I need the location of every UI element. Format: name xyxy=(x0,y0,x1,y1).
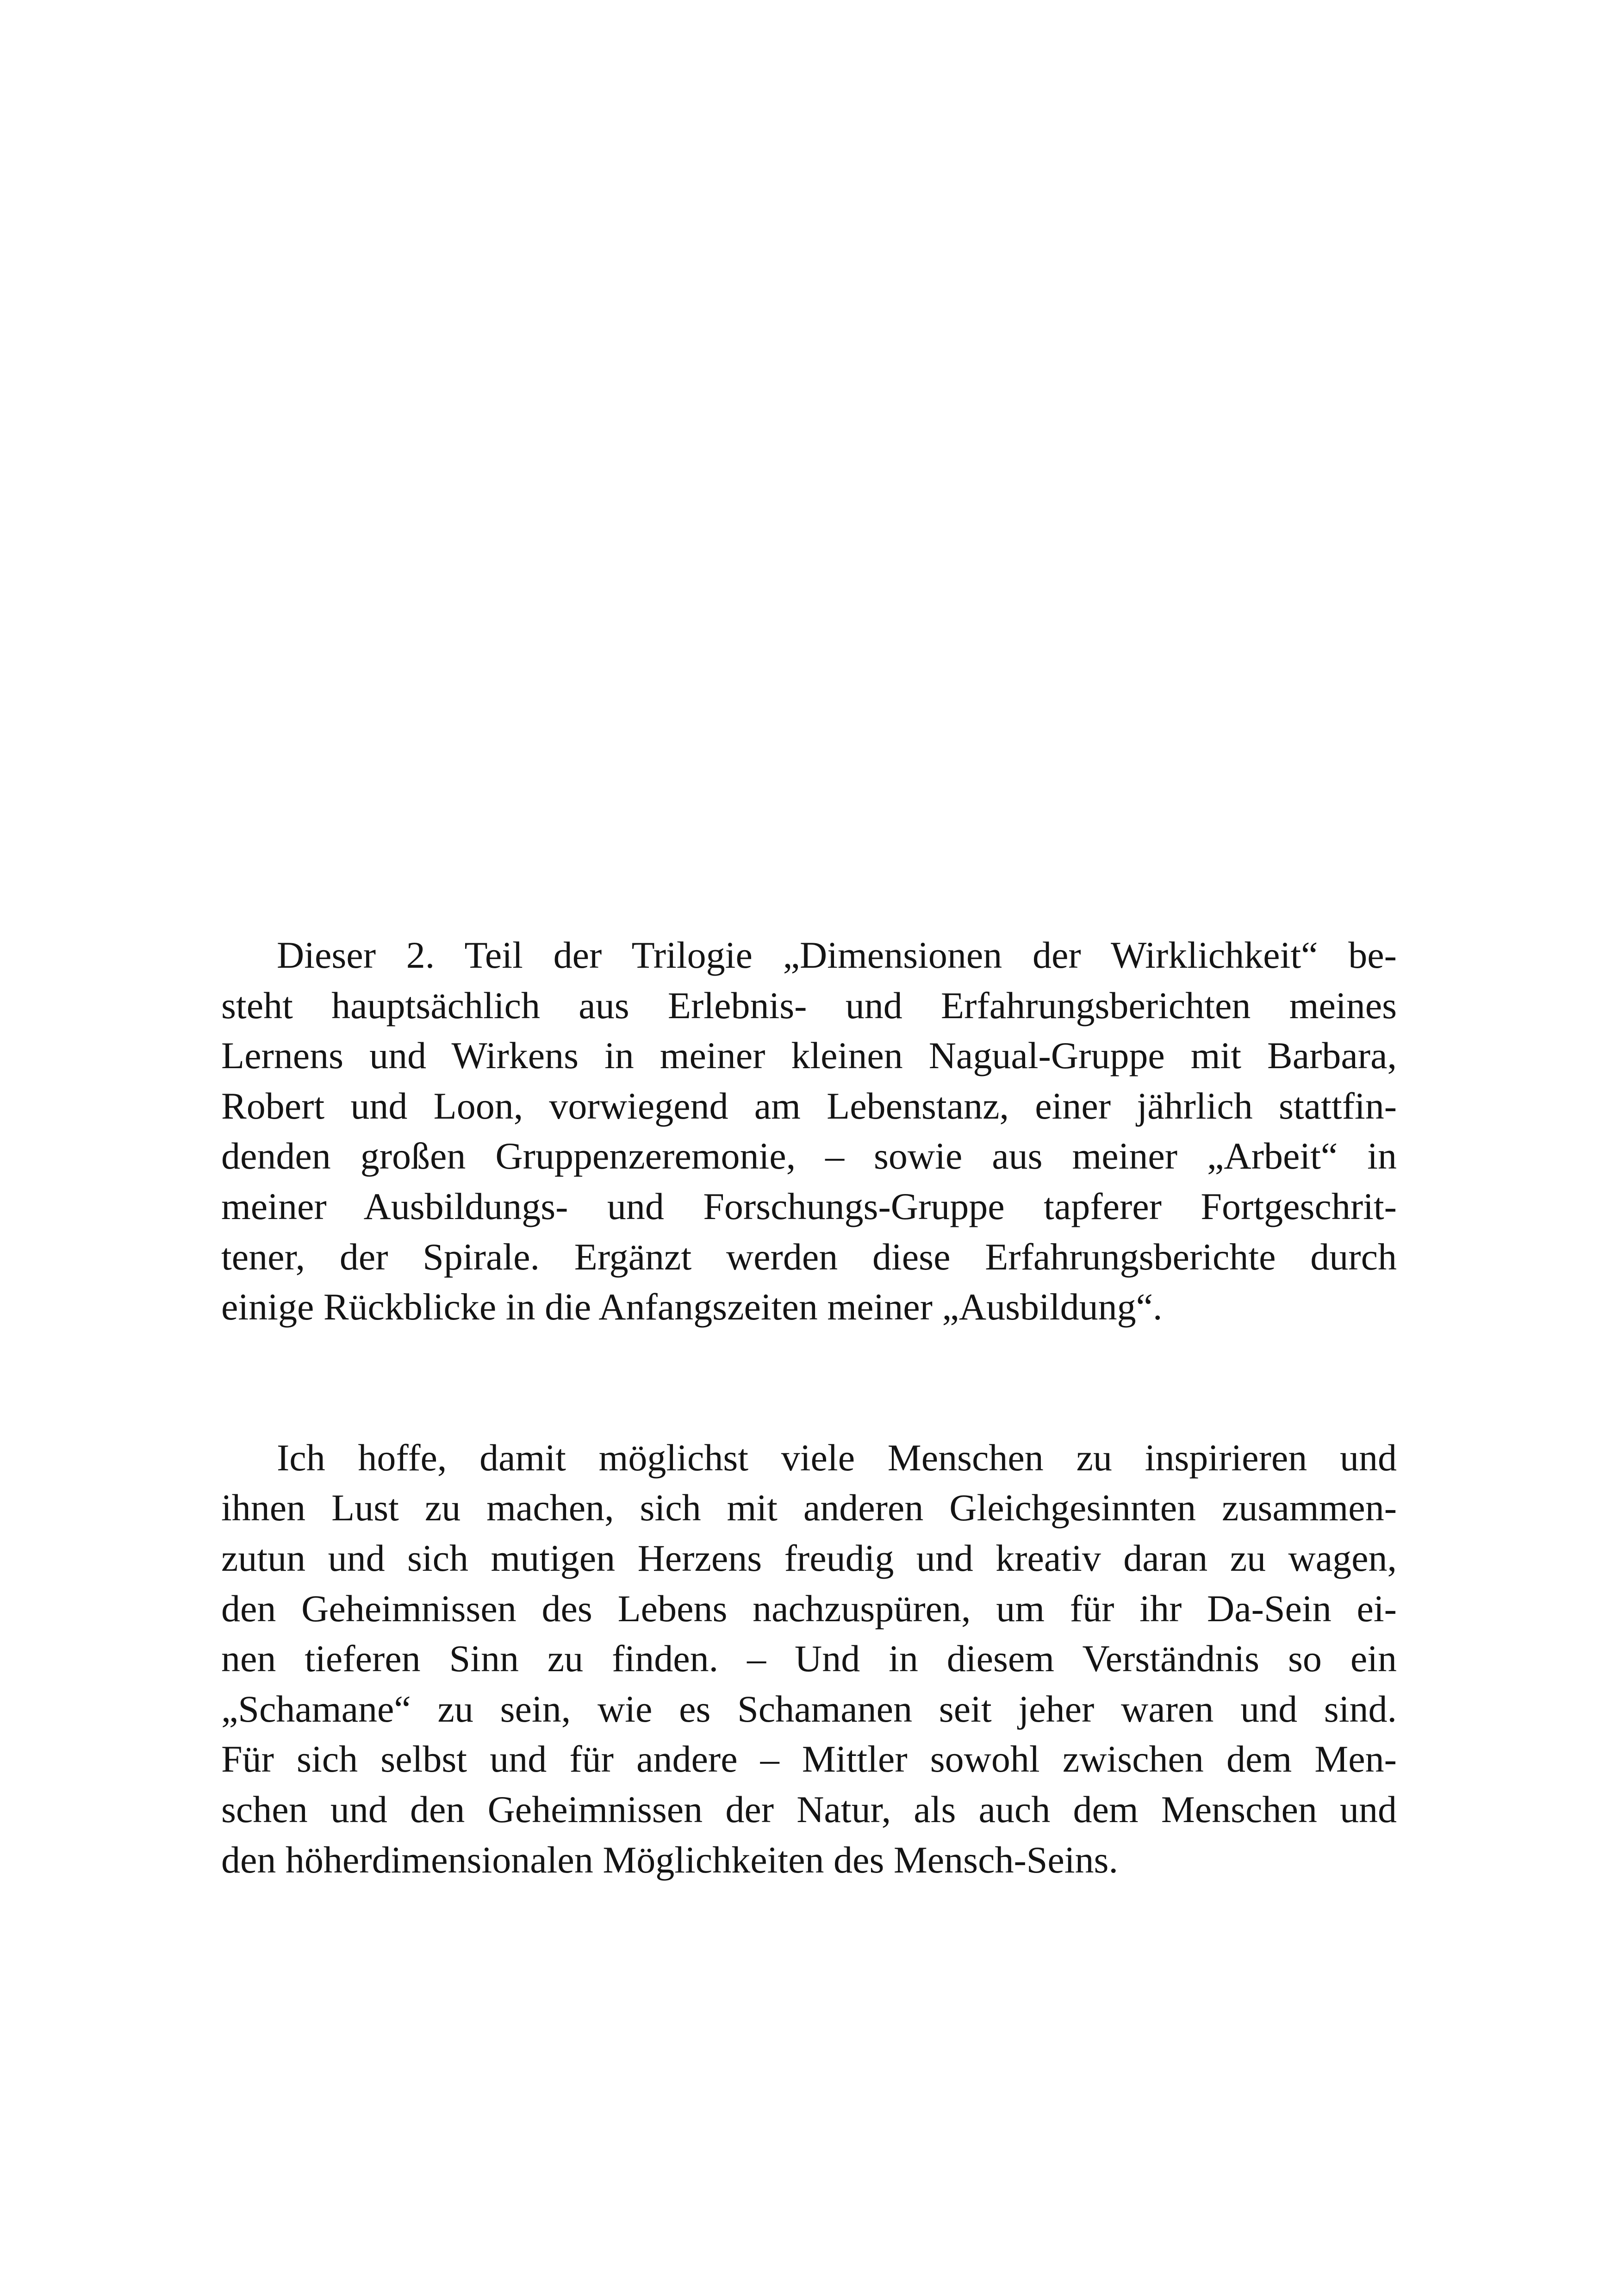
text-line: den höherdimensionalen Möglichkeiten des Mensch-Seins. xyxy=(221,1838,1118,1881)
text-line: Robert und Loon, vorwiegend am Lebenstanz, einer jährlich stattfin- xyxy=(221,1084,1397,1127)
text-line: Für sich selbst und für andere – Mittler sowohl zwischen dem Men- xyxy=(221,1738,1397,1780)
text-line: ihnen Lust zu machen, sich mit anderen Gleichgesinnten zusammen- xyxy=(221,1487,1397,1529)
text-line: Ich hoffe, damit möglichst viele Menschen zu inspirieren und xyxy=(277,1436,1397,1479)
text-line: nen tieferen Sinn zu finden. – Und in diesem Verständnis so ein xyxy=(221,1637,1397,1680)
paragraph-1 xyxy=(221,930,1397,1332)
text-line: den Geheimnissen des Lebens nachzuspüren, um für ihr Da-Sein ei- xyxy=(221,1587,1397,1630)
text-line: Lernens und Wirkens in meiner kleinen Nagual-Gruppe mit Barbara, xyxy=(221,1034,1397,1077)
text-line: einige Rückblicke in die Anfangszeiten meiner „Ausbildung“. xyxy=(221,1286,1163,1328)
text-line: denden großen Gruppenzeremonie, – sowie aus meiner „Arbeit“ in xyxy=(221,1135,1397,1177)
text-line: tener, der Spirale. Ergänzt werden diese Erfahrungsberichte durch xyxy=(221,1235,1397,1278)
paragraph-2 xyxy=(221,1433,1397,1885)
text-line: schen und den Geheimnissen der Natur, als auch dem Menschen und xyxy=(221,1788,1397,1830)
text-line: meiner Ausbildungs- und Forschungs-Gruppe tapferer Fortgeschrit- xyxy=(221,1185,1397,1227)
text-line: Dieser 2. Teil der Trilogie „Dimensionen der Wirklichkeit“ be- xyxy=(277,934,1397,976)
text-line: steht hauptsächlich aus Erlebnis- und Erfahrungsberichten meines xyxy=(221,984,1397,1027)
body-text xyxy=(221,930,1397,1885)
paragraph-spacer xyxy=(221,1332,1397,1433)
text-line: zutun und sich mutigen Herzens freudig und kreativ daran zu wagen, xyxy=(221,1537,1397,1579)
text-line: „Schamane“ zu sein, wie es Schamanen seit jeher waren und sind. xyxy=(221,1687,1397,1730)
